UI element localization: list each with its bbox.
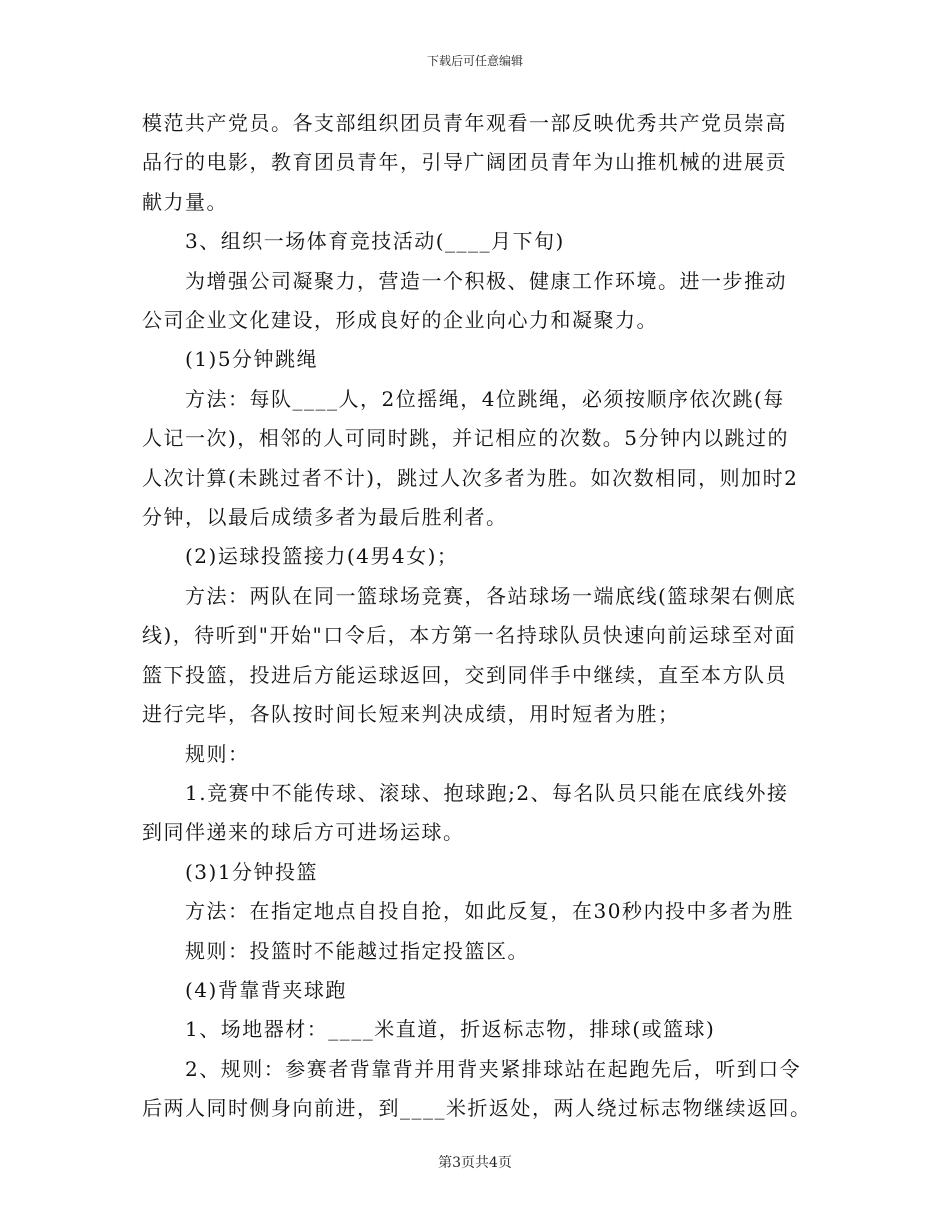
subsection-heading: (3)1分钟投篮 (142, 859, 319, 884)
body-line: 模范共产党员。各支部组织团员青年观看一部反映优秀共产党员崇高 (142, 111, 787, 135)
body-line: 到同伴递来的球后方可进场运球。 (142, 820, 465, 845)
body-line: 方法：两队在同一篮球场竞赛，各站球场一端底线(篮球架右侧底 (142, 583, 797, 608)
body-line: 1.竞赛中不能传球、滚球、抱球跑;2、每名队员只能在底线外接 (142, 780, 789, 805)
document-body (142, 104, 812, 1129)
body-line: 分钟，以最后成绩多者为最后胜利者。 (142, 505, 508, 530)
page-footer: 第3页共4页 (438, 1155, 512, 1171)
body-line: 2、规则：参赛者背靠背并用背夹紧排球站在起跑先后，听到口令 (142, 1056, 802, 1081)
body-line: 为增强公司凝聚力，营造一个积极、健康工作环境。进一步推动 (142, 268, 787, 293)
body-line: 规则： (142, 741, 250, 766)
body-line: 品行的电影，教育团员青年，引导广阔团员青年为山推机械的进展贡 (142, 150, 787, 175)
body-line: 1、场地器材：____米直道，折返标志物，排球(或篮球) (142, 1017, 716, 1042)
subsection-heading: (1)5分钟跳绳 (142, 347, 319, 372)
section-heading: 3、组织一场体育竞技活动(____月下旬) (142, 229, 565, 254)
body-line: 公司企业文化建设，形成良好的企业向心力和凝聚力。 (142, 308, 658, 333)
body-line: 人记一次)，相邻的人可同时跳，并记相应的次数。5分钟内以跳过的 (142, 426, 790, 451)
body-line: 规则：投篮时不能越过指定投篮区。 (142, 938, 529, 963)
body-line: 线)，待听到"开始"口令后，本方第一名持球队员快速向前运球至对面 (142, 623, 797, 648)
page-header: 下载后可任意编辑 (426, 54, 523, 68)
body-line: 后两人同时侧身向前进，到____米折返处，两人绕过标志物继续返回。 (142, 1096, 812, 1121)
body-line: 进行完毕，各队按时间长短来判决成绩，用时短者为胜； (142, 702, 680, 727)
body-line: 方法：每队____人，2位摇绳，4位跳绳，必须按顺序依次跳(每 (142, 386, 785, 411)
subsection-heading: (4)背靠背夹球跑 (142, 977, 347, 1002)
subsection-heading: (2)运球投篮接力(4男4女)； (142, 544, 459, 569)
body-line: 人次计算(未跳过者不计)，跳过人次多者为胜。如次数相同，则加时2 (142, 465, 799, 490)
body-line: 献力量。 (142, 189, 228, 214)
body-line: 方法：在指定地点自投自抢，如此反复，在30秒内投中多者为胜 (142, 899, 794, 924)
body-line: 篮下投篮，投进后方能运球返回，交到同伴手中继续，直至本方队员 (142, 662, 787, 687)
